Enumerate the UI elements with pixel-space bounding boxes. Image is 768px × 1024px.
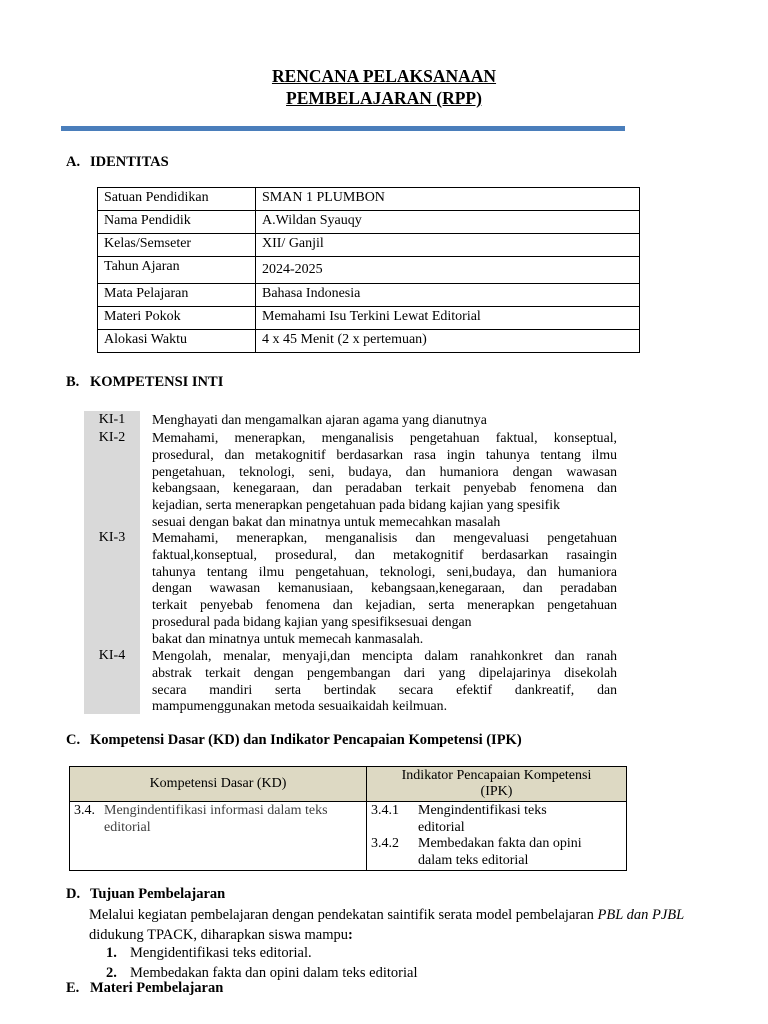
list-item-number: 2.	[106, 965, 117, 981]
table-row	[70, 802, 627, 871]
tujuan-paragraph-line-1	[89, 905, 759, 925]
ki-1-code: KI-1	[98, 412, 126, 427]
list-item-text: Mengidentifikasi teks editorial.	[130, 945, 312, 961]
ki-3-text	[152, 530, 617, 648]
section-a-title: IDENTITAS	[90, 154, 169, 170]
section-a-heading	[66, 154, 169, 171]
identitas-label: Kelas/Semseter	[98, 234, 256, 257]
list-item	[106, 943, 312, 963]
kd-number: 3.4.	[74, 803, 95, 818]
identitas-label: Alokasi Waktu	[98, 330, 256, 353]
ipk-number: 3.4.2	[371, 836, 399, 851]
ki-text-line: prosedural pada bidang kajian yang spesifiksesuai dengan	[152, 613, 472, 629]
ki-text-line: mampumenggunakan metoda sesuaikaidah keilmuan.	[152, 698, 448, 714]
ki-text-line: kejadian, serta menerapkan pengetahuan pada bidang kajian yang spesifik	[152, 497, 560, 513]
table-row	[98, 234, 640, 257]
ki-text-line: faktual,konseptual, prosedural, dan metakognitif berdasarkan rasaingin	[152, 546, 617, 562]
tujuan-text: Melalui kegiatan pembelajaran dengan pendekatan saintifik serata model pembelajaran	[89, 907, 598, 923]
ki-code-column	[84, 411, 140, 714]
section-d-heading	[66, 886, 225, 903]
identitas-value: XII/ Ganjil	[256, 234, 640, 257]
ki-2-code: KI-2	[98, 430, 126, 445]
ki-text-line: dengan wawasan kemanusiaan, kebangsaan,kenegaraan, dan peradaban	[152, 580, 617, 596]
ki-text-line: kebangsaan, kenegaraan, dan peradaban terkait penyebab fenomena dan	[152, 480, 617, 496]
tujuan-text: didukung TPACK, diharapkan siswa mampu	[89, 927, 348, 943]
ipk-header-line-2: (IPK)	[480, 784, 513, 799]
kd-text-line-1: Mengindentifikasi informasi dalam teks	[104, 803, 328, 818]
ki-text-line: pengetahuan, teknologi, seni, budaya, dan humaniora dengan wawasan	[152, 463, 617, 479]
document-title-line-2: PEMBELAJARAN (RPP)	[286, 88, 482, 108]
table-row	[98, 257, 640, 284]
list-item-text: Membedakan fakta dan opini dalam teks editorial	[130, 965, 418, 981]
ki-1-text	[152, 412, 617, 429]
identitas-value: Bahasa Indonesia	[256, 284, 640, 307]
ki-text-line: terkait penyebab fenomena dan kejadian, serta menerapkan pengetahuan	[152, 597, 617, 613]
ipk-text-line-1: Mengindentifikasi teks	[418, 803, 547, 818]
identitas-label: Satuan Pendidikan	[98, 188, 256, 211]
identitas-value: 4 x 45 Menit (2 x pertemuan)	[256, 330, 640, 353]
table-row	[98, 330, 640, 353]
ki-2-text	[152, 430, 617, 531]
identitas-label: Materi Pokok	[98, 307, 256, 330]
section-e-heading	[66, 980, 223, 997]
ki-text-line: Menghayati dan mengamalkan ajaran agama yang dianutnya	[152, 412, 487, 427]
table-row	[98, 211, 640, 234]
identitas-value: 2024-2025	[256, 257, 640, 284]
section-b-letter: B.	[66, 374, 80, 390]
kd-text-line-2: editorial	[104, 819, 151, 835]
ki-text-line: Memahami, menerapkan, menganalisis pengetahuan faktual, konseptual,	[152, 430, 617, 445]
kd-header	[70, 767, 367, 802]
ki-3-code: KI-3	[98, 530, 126, 545]
ki-4-code: KI-4	[98, 648, 126, 663]
identitas-value: Memahami Isu Terkini Lewat Editorial	[256, 307, 640, 330]
section-a-letter: A.	[66, 154, 81, 170]
table-row	[98, 284, 640, 307]
identitas-label: Tahun Ajaran	[98, 257, 256, 284]
table-row	[98, 188, 640, 211]
ipk-text-line-1: Membedakan fakta dan opini	[418, 836, 582, 851]
section-c-letter: C.	[66, 732, 81, 748]
title-divider	[61, 126, 625, 131]
section-d-letter: D.	[66, 886, 81, 902]
section-d-title: Tujuan Pembelajaran	[90, 886, 226, 902]
identitas-value: A.Wildan Syauqy	[256, 211, 640, 234]
kd-header-label: Kompetensi Dasar (KD)	[149, 776, 287, 791]
ki-text-line: prosedural, dan metakognitif berdasarkan rasa ingin tahunya tentang ilmu	[152, 446, 617, 462]
ipk-number: 3.4.1	[371, 803, 399, 818]
ki-text-line: tahunya tentang ilmu pengetahuan, teknologi, seni,budaya, dan humaniora	[152, 563, 617, 579]
ipk-item	[371, 803, 622, 836]
ki-text-line: Mengolah, menalar, menyaji,dan mencipta dalam ranahkonkret dan ranah	[152, 648, 617, 663]
section-b-title: KOMPETENSI INTI	[90, 374, 224, 390]
tujuan-colon: :	[347, 927, 353, 943]
section-e-letter: E.	[66, 980, 80, 996]
section-c-title: Kompetensi Dasar (KD) dan Indikator Pencapaian Kompetensi (IPK)	[90, 732, 522, 748]
kd-ipk-table	[69, 766, 627, 871]
ipk-header	[367, 767, 627, 802]
ki-text-line: sesuai dengan bakat dan minatnya untuk memecahkan masalah	[152, 513, 501, 529]
ki-text-line: bakat dan minatnya untuk memecah kanmasalah.	[152, 630, 424, 646]
ipk-cell	[367, 802, 627, 871]
ipk-header-line-1: Indikator Pencapaian Kompetensi	[401, 768, 592, 783]
identitas-label: Mata Pelajaran	[98, 284, 256, 307]
kd-cell	[70, 802, 367, 871]
table-row	[98, 307, 640, 330]
document-title-line-1: RENCANA PELAKSANAAN	[271, 66, 497, 86]
ipk-text-line-2: editorial	[418, 819, 465, 835]
ki-4-text	[152, 648, 617, 715]
ipk-text-line-2: dalam teks editorial	[418, 852, 529, 868]
identitas-label: Nama Pendidik	[98, 211, 256, 234]
ki-text-line: secara mandiri serta bertindak secara efektif dankreatif, dan	[152, 681, 617, 697]
identitas-table	[97, 187, 640, 353]
identitas-value: SMAN 1 PLUMBON	[256, 188, 640, 211]
ipk-item	[371, 836, 622, 869]
section-c-heading	[66, 732, 522, 749]
ki-text-line: Memahami, menerapkan, menganalisis dan mengevaluasi pengetahuan	[152, 530, 617, 545]
section-b-heading	[66, 374, 223, 391]
list-item-number: 1.	[106, 945, 117, 961]
ki-text-line: abstrak terkait dengan pengembangan dari yang dipelajarinya disekolah	[152, 664, 617, 680]
tujuan-paragraph-line-2	[89, 925, 353, 945]
section-e-title: Materi Pembelajaran	[90, 980, 224, 996]
tujuan-model-italic: PBL dan PJBL	[597, 907, 685, 923]
